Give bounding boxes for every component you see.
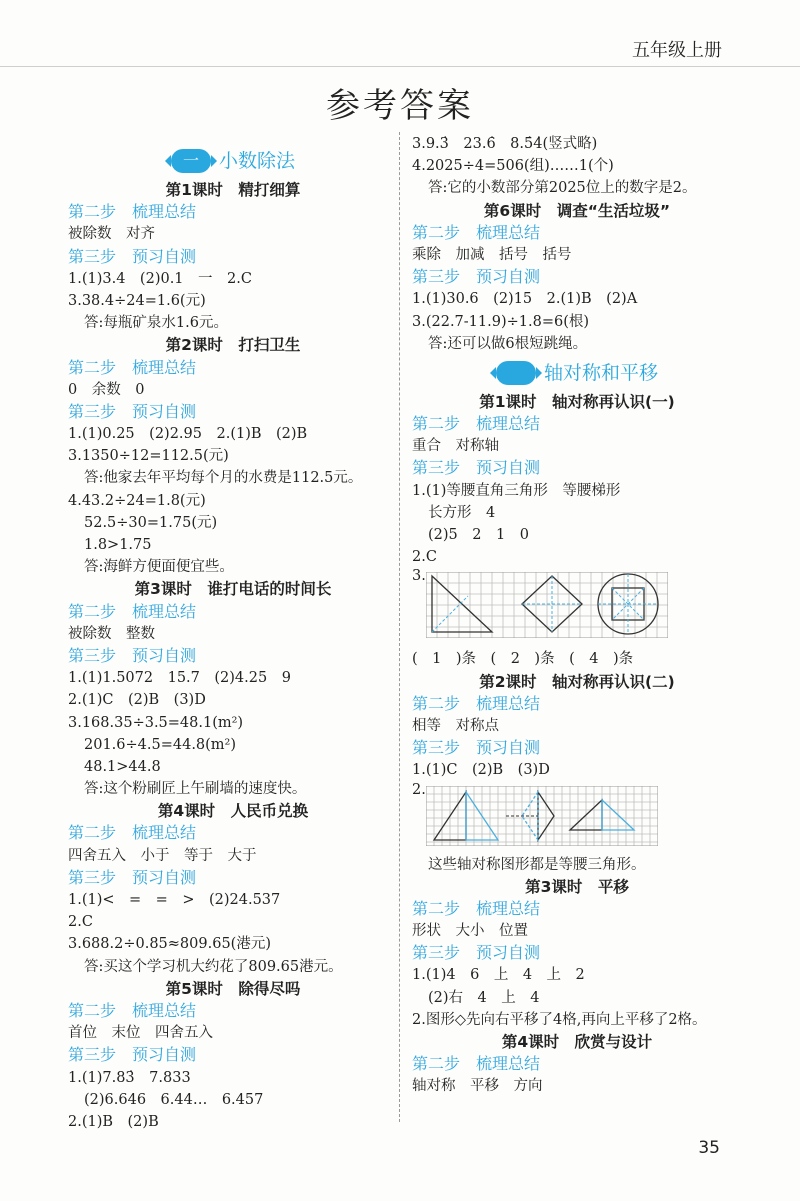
answer-line: 答:这个粉刷匠上午刷墙的速度快。 xyxy=(84,781,307,798)
lesson-title: 第6课时 调查“生活垃圾” xyxy=(483,201,671,220)
answer-line: 2.(1)B (2)B xyxy=(68,1113,159,1130)
step-heading: 第二步 梳理总结 xyxy=(412,414,541,434)
step-heading: 第三步 预习自测 xyxy=(68,246,197,266)
answer-line: 3.1350÷12=112.5(元) xyxy=(68,448,229,465)
grade-label: 五年级上册 xyxy=(632,40,722,61)
question-number: 2. xyxy=(412,781,426,798)
answer-line: 首位 末位 四舍五入 xyxy=(68,1025,213,1042)
answer-line: 3.168.35÷3.5=48.1(m²) xyxy=(68,714,244,731)
answer-line: 被除数 对齐 xyxy=(68,226,155,243)
lesson-title: 第2课时 轴对称再认识(二) xyxy=(479,672,675,691)
answer-line: 2.C xyxy=(68,914,93,931)
answer-line: (2)6.646 6.44… 6.457 xyxy=(84,1091,264,1108)
step-heading: 第三步 预习自测 xyxy=(68,645,197,665)
answer-line: 答:他家去年平均每个月的水费是112.5元。 xyxy=(84,470,363,487)
answer-line: 这些轴对称图形都是等腰三角形。 xyxy=(428,856,646,873)
step-heading: 第二步 梳理总结 xyxy=(412,898,541,918)
right-column xyxy=(412,133,742,1098)
answer-line: 1.(1)0.25 (2)2.95 2.(1)B (2)B xyxy=(68,426,308,443)
column-divider xyxy=(399,132,400,1122)
page-title: 参考答案 xyxy=(326,86,474,126)
answer-line: 1.(1)30.6 (2)15 2.(1)B (2)A xyxy=(412,291,638,308)
answer-line: 3.(22.7-11.9)÷1.8=6(根) xyxy=(412,313,590,330)
triangle-figure xyxy=(412,782,742,854)
step-heading: 第二步 梳理总结 xyxy=(68,823,197,843)
unit-badge xyxy=(496,361,536,385)
lesson-title: 第3课时 谁打电话的时间长 xyxy=(134,580,332,599)
unit-heading xyxy=(68,143,398,179)
unit-title: 轴对称和平移 xyxy=(543,361,658,384)
answer-line: 1.(1)< = = > (2)24.537 xyxy=(68,892,281,908)
answer-line: 答:买这个学习机大约花了809.65港元。 xyxy=(84,958,343,975)
symmetry-figure xyxy=(412,568,742,648)
unit-title: 小数除法 xyxy=(218,150,295,172)
header-rule xyxy=(0,66,800,67)
step-heading: 第二步 梳理总结 xyxy=(412,222,541,242)
step-heading: 第二步 梳理总结 xyxy=(412,693,541,713)
answer-line: 48.1>44.8 xyxy=(84,758,161,775)
step-heading: 第三步 预习自测 xyxy=(68,401,197,421)
answer-line: 52.5÷30=1.75(元) xyxy=(84,514,218,531)
left-column xyxy=(68,143,398,1133)
step-heading: 第二步 梳理总结 xyxy=(68,357,197,377)
step-heading: 第三步 预习自测 xyxy=(412,943,541,963)
answer-line: 答:它的小数部分第2025位上的数字是2。 xyxy=(428,180,697,197)
grid-drawing xyxy=(426,572,668,642)
lesson-title: 第5课时 除得尽吗 xyxy=(165,979,301,998)
answer-line: 答:每瓶矿泉水1.6元。 xyxy=(84,315,228,332)
step-heading: 第二步 梳理总结 xyxy=(412,1054,541,1074)
answer-line: 被除数 整数 xyxy=(68,625,155,642)
lesson-title: 第4课时 人民币兑换 xyxy=(157,802,309,821)
step-heading: 第三步 预习自测 xyxy=(68,867,197,887)
answer-line: 1.(1)等腰直角三角形 等腰梯形 xyxy=(412,482,621,499)
step-heading: 第三步 预习自测 xyxy=(412,267,541,287)
answer-line: 2.图形◇先向右平移了4格,再向上平移了2格。 xyxy=(412,1011,707,1028)
answer-line: 答:还可以做6根短跳绳。 xyxy=(428,335,588,352)
answer-line: 重合 对称轴 xyxy=(412,438,499,455)
lesson-title: 第3课时 平移 xyxy=(525,877,629,896)
step-heading: 第三步 预习自测 xyxy=(412,458,541,478)
answer-line: 乘除 加减 括号 括号 xyxy=(412,246,572,263)
answer-line: 形状 大小 位置 xyxy=(412,923,528,940)
answer-line: 3.38.4÷24=1.6(元) xyxy=(68,292,206,309)
question-number: 3. xyxy=(412,568,426,585)
answer-line: ( 1 )条 ( 2 )条 ( 4 )条 xyxy=(412,651,634,668)
lesson-title: 第1课时 轴对称再认识(一) xyxy=(479,392,675,411)
lesson-title: 第2课时 打扫卫生 xyxy=(165,336,301,355)
answer-line: 相等 对称点 xyxy=(412,717,499,734)
step-heading: 第二步 梳理总结 xyxy=(68,601,197,621)
answer-line: 1.(1)1.5072 15.7 (2)4.25 9 xyxy=(68,670,291,687)
step-heading: 第二步 梳理总结 xyxy=(68,202,197,222)
answer-line: 轴对称 平移 方向 xyxy=(412,1078,543,1095)
answer-line: 四舍五入 小于 等于 大于 xyxy=(68,847,257,864)
answer-line: 3.688.2÷0.85≈809.65(港元) xyxy=(68,936,271,953)
answer-line: 答:海鲜方便面便宜些。 xyxy=(84,559,234,576)
answer-line: 201.6÷4.5=44.8(m²) xyxy=(84,736,237,753)
answer-line: 1.(1)7.83̇ 7.833 xyxy=(68,1069,191,1086)
answer-line: 4.2025÷4=506(组)……1(个) xyxy=(412,158,614,175)
unit-heading xyxy=(412,355,742,391)
answer-line: 0 余数 0 xyxy=(68,381,145,398)
lesson-title: 第1课时 精打细算 xyxy=(165,181,301,199)
answer-line: 2.C xyxy=(412,549,437,566)
answer-line: 1.(1)3.4 (2)0.1 一 2.C xyxy=(68,270,252,287)
answer-line: 4.43.2÷24=1.8(元) xyxy=(68,492,206,509)
page-number: 35 xyxy=(698,1138,720,1158)
step-heading: 第三步 预习自测 xyxy=(68,1045,197,1065)
answer-line: (2)右 4 上 4 xyxy=(428,989,540,1006)
answer-line: 1.(1)C (2)B (3)D xyxy=(412,762,550,779)
answer-line: 3.9.3̇ 23.6̇ 8.5̇4̇(竖式略) xyxy=(412,136,598,152)
unit-badge: 一 xyxy=(171,149,211,173)
answer-line: 长方形 4 xyxy=(428,504,496,521)
step-heading: 第二步 梳理总结 xyxy=(68,1000,197,1020)
lesson-title: 第4课时 欣赏与设计 xyxy=(501,1033,653,1051)
grid-drawing xyxy=(426,786,658,850)
answer-line: (2)5 2 1 0 xyxy=(428,527,529,543)
answer-line: 1.8>1.75 xyxy=(84,537,152,553)
step-heading: 第三步 预习自测 xyxy=(412,738,541,758)
answer-line: 1.(1)4 6 上 4 上 2 xyxy=(412,967,585,984)
answer-line: 2.(1)C (2)B (3)D xyxy=(68,692,206,709)
